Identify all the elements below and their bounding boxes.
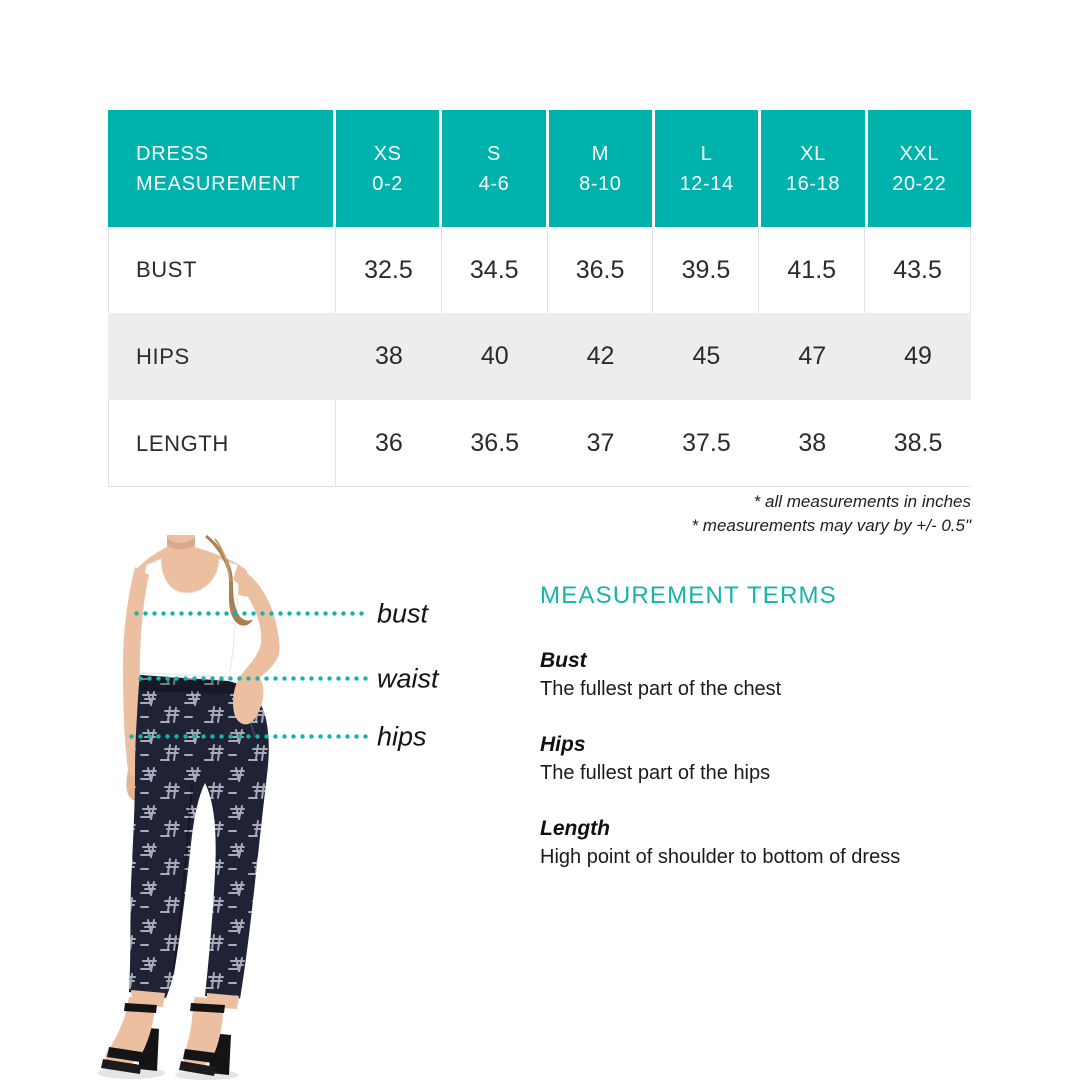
bust-value-s: 34.5 bbox=[442, 227, 548, 313]
header-label-line2: MEASUREMENT bbox=[136, 172, 301, 195]
size-range: 16-18 bbox=[785, 172, 841, 195]
size-code: L bbox=[700, 142, 713, 165]
size-code: XXL bbox=[899, 142, 940, 165]
waist-line-label: waist bbox=[377, 663, 439, 694]
row-label: HIPS bbox=[136, 343, 190, 369]
size-range: 4-6 bbox=[478, 172, 510, 195]
hips-value-m: 42 bbox=[586, 342, 615, 370]
table-row-hips bbox=[108, 313, 971, 400]
hips-value-xxl: 49 bbox=[904, 342, 932, 370]
footnote-inches: * all measurements in inches bbox=[753, 492, 971, 511]
row-label: LENGTH bbox=[108, 400, 336, 487]
term-length-definition: High point of shoulder to bottom of dress bbox=[540, 846, 901, 868]
table-row-bust bbox=[108, 227, 971, 313]
bust-value-xl: 41.5 bbox=[759, 227, 865, 313]
size-table bbox=[108, 110, 971, 487]
term-hips: Hips bbox=[540, 733, 586, 756]
size-code: XL bbox=[800, 142, 826, 165]
bust-measure-line bbox=[132, 611, 368, 616]
left-sandal bbox=[101, 997, 159, 1074]
right-sandal bbox=[179, 997, 231, 1076]
header-cell-size-xl bbox=[761, 110, 867, 227]
hips-value-s: 40 bbox=[480, 342, 509, 370]
term-bust-definition: The fullest part of the chest bbox=[540, 678, 782, 700]
length-value-s: 36.5 bbox=[470, 429, 520, 457]
size-range: 8-10 bbox=[579, 172, 622, 195]
header-cell-dress-measurement bbox=[108, 110, 336, 227]
size-code: XS bbox=[373, 142, 402, 165]
hips-value-xs: 38 bbox=[375, 342, 403, 370]
length-value-xs: 36 bbox=[375, 429, 403, 457]
bust-value-xxl: 43.5 bbox=[865, 227, 971, 313]
size-code: M bbox=[591, 142, 609, 165]
bust-line-label: bust bbox=[377, 598, 429, 629]
bust-value-l: 39.5 bbox=[653, 227, 759, 313]
size-range: 12-14 bbox=[679, 172, 734, 195]
length-value-xxl: 38.5 bbox=[893, 429, 943, 457]
bust-value-xs: 32.5 bbox=[336, 227, 442, 313]
measurement-terms-heading: MEASUREMENT TERMS bbox=[540, 582, 837, 609]
header-cell-size-xs bbox=[336, 110, 442, 227]
header-label-line1: DRESS bbox=[136, 142, 209, 165]
right-arm bbox=[233, 567, 280, 683]
model-photo bbox=[95, 535, 345, 1080]
header-cell-size-l bbox=[655, 110, 761, 227]
waist-measure-line bbox=[136, 676, 368, 681]
term-length: Length bbox=[540, 817, 610, 840]
table-row-length bbox=[108, 400, 971, 487]
bust-value-m: 36.5 bbox=[548, 227, 654, 313]
length-value-m: 37 bbox=[586, 429, 615, 457]
length-value-l: 37.5 bbox=[682, 429, 731, 457]
header-cell-size-m bbox=[549, 110, 655, 227]
model-figure-illustration bbox=[95, 535, 345, 1080]
measurement-terms-section bbox=[540, 582, 1020, 899]
hips-value-l: 45 bbox=[692, 342, 721, 370]
size-range: 20-22 bbox=[892, 172, 947, 195]
footnote-variance: * measurements may vary by +/- 0.5" bbox=[691, 516, 971, 535]
size-range: 0-2 bbox=[372, 172, 404, 195]
term-hips-definition: The fullest part of the hips bbox=[540, 762, 771, 784]
hips-value-xl: 47 bbox=[798, 342, 827, 370]
header-cell-size-s bbox=[442, 110, 548, 227]
row-label: BUST bbox=[108, 227, 336, 313]
size-code: S bbox=[487, 142, 501, 165]
hips-line-label: hips bbox=[377, 721, 427, 752]
length-value-xl: 38 bbox=[798, 429, 827, 457]
hips-measure-line bbox=[127, 734, 368, 739]
size-table-header bbox=[108, 110, 971, 227]
term-bust: Bust bbox=[540, 649, 587, 672]
footnotes bbox=[691, 490, 971, 538]
header-cell-size-xxl bbox=[868, 110, 971, 227]
